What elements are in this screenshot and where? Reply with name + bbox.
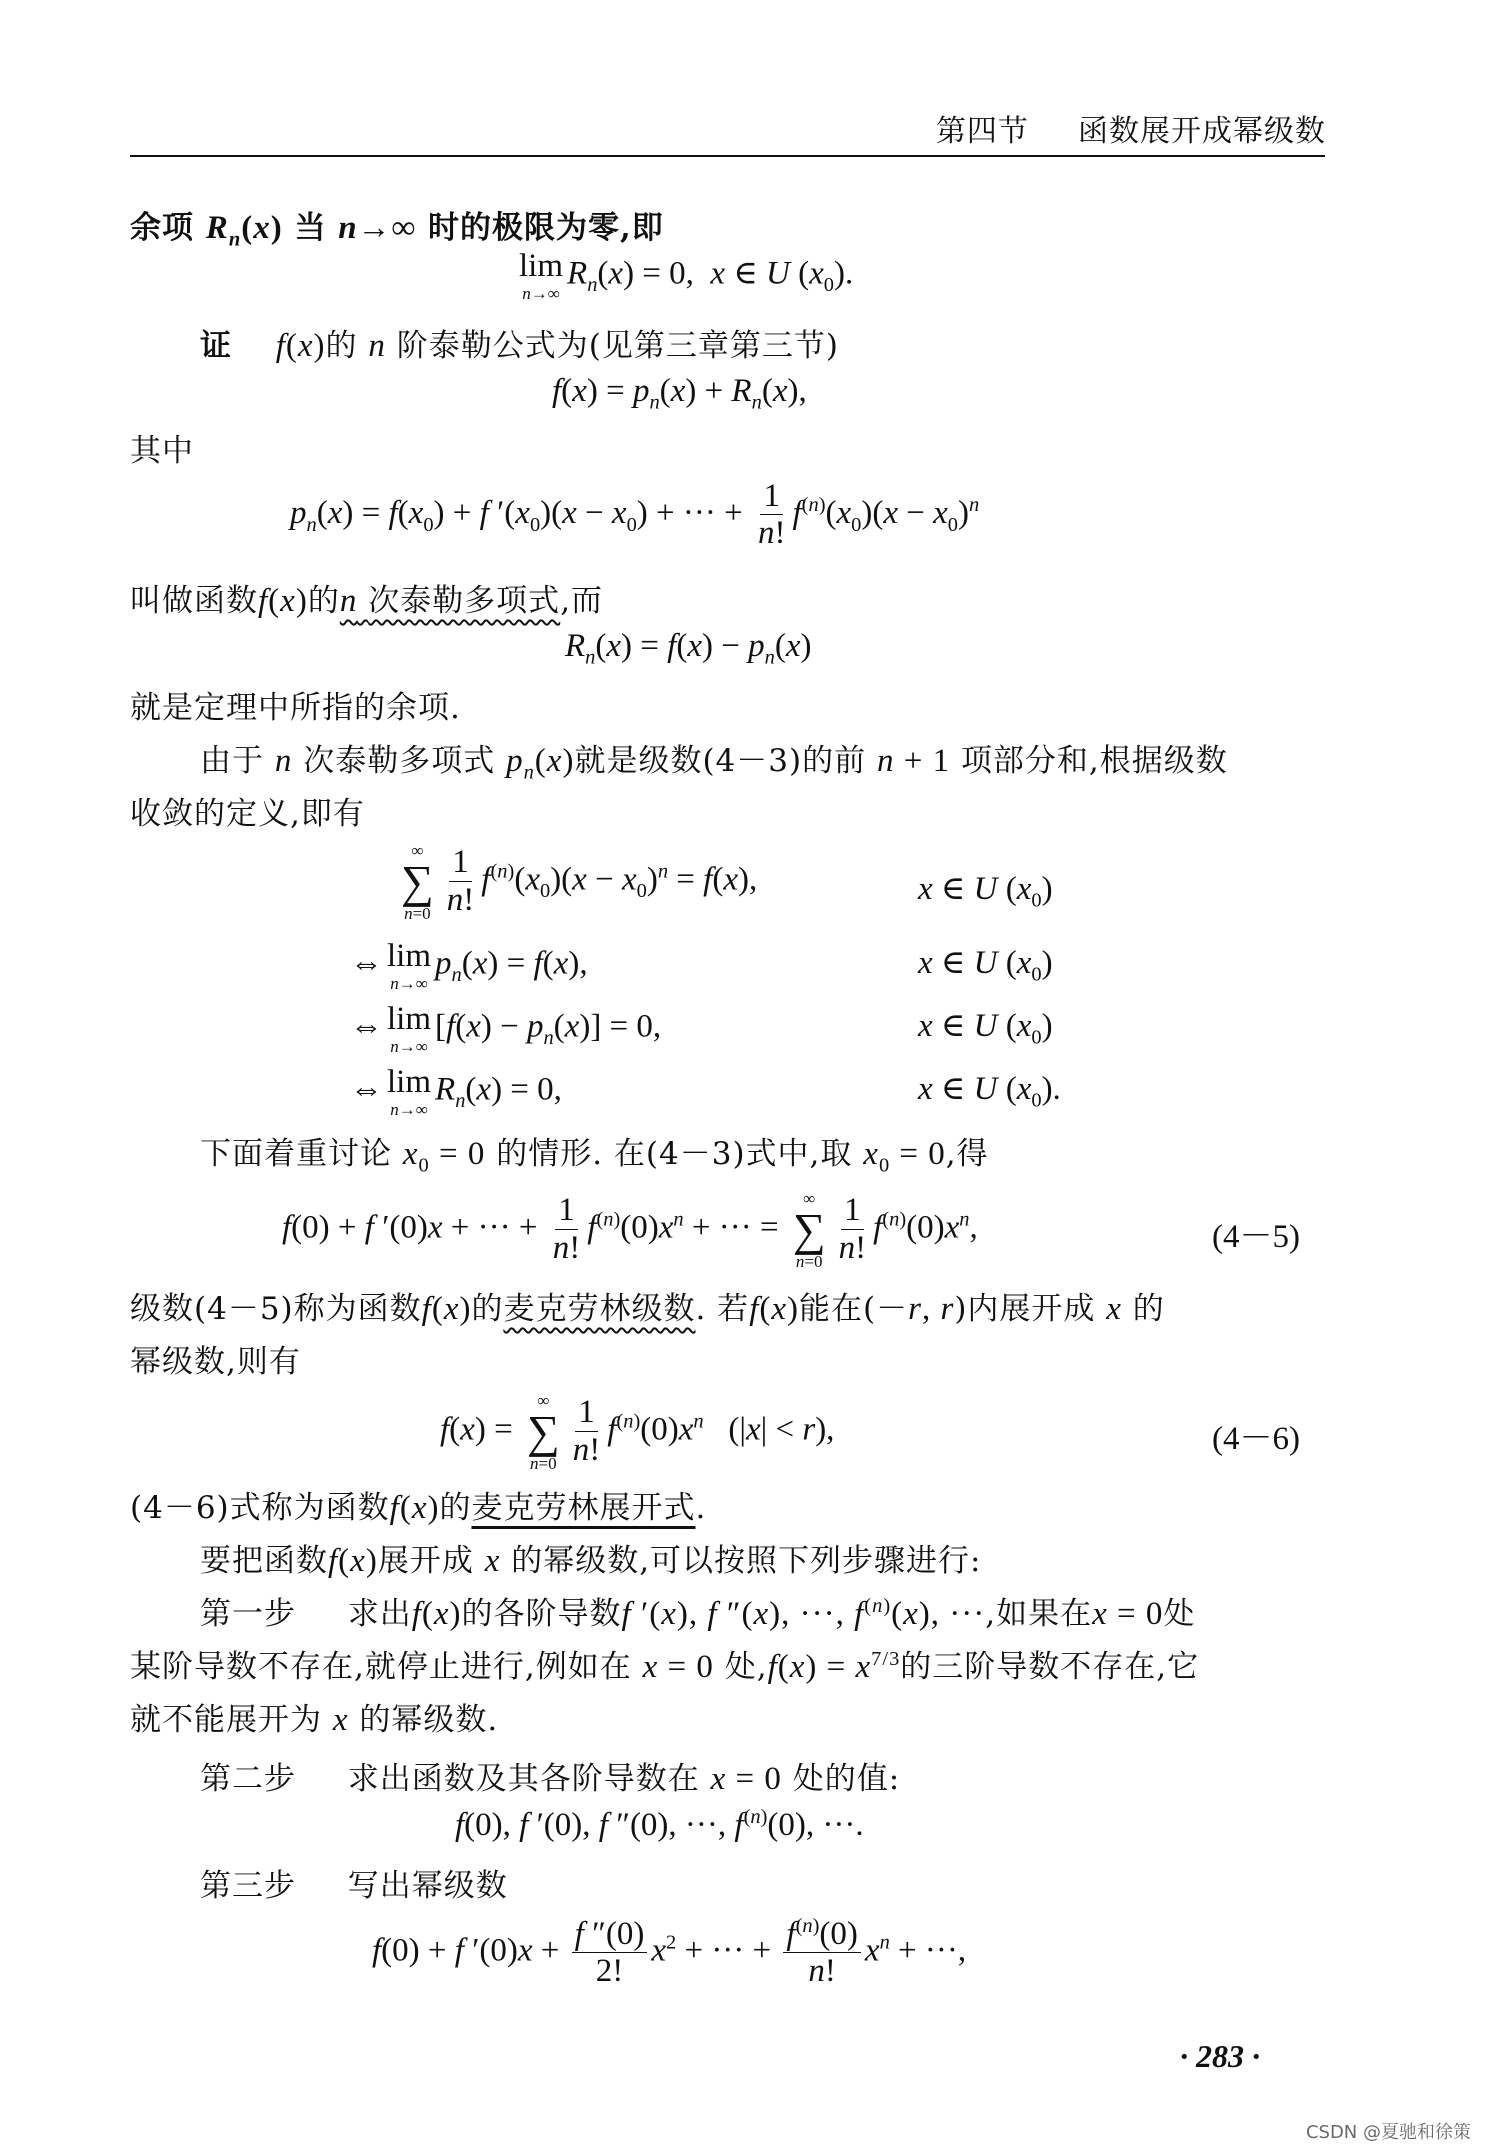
equation-label-4-5: (4－5) bbox=[1212, 1219, 1300, 1255]
shoulian: 收敛的定义,即有 bbox=[130, 796, 365, 832]
step-2: 第二步 求出函数及其各阶导数在 x = 0 处的值: bbox=[200, 1761, 901, 1797]
term-maclaurin-expansion: 麦克劳林展开式 bbox=[471, 1490, 696, 1526]
equation-derivatives-at-zero: f(0), f ′(0), f ″(0), ···, $f^{(n)}(0)$, ···. bbox=[455, 1806, 864, 1843]
equation-maclaurin-expansion: f(x) = ∞ ∑ n=0 $\frac{1}{n!}$ $f^{(n)}(0)x^n$ (|x| < r), bbox=[440, 1391, 835, 1473]
equation-power-series: f(0) + f ′(0)x + $\frac{f ''(0)}{2!}$ $x^2$ + ··· + $\frac{f^{(n)}(0)}{n!}$ $x^n$ + ···, bbox=[372, 1915, 967, 1990]
mijishu: 幂级数,则有 bbox=[130, 1344, 301, 1380]
qizhong: 其中 bbox=[130, 433, 194, 469]
equation-taylor-polynomial: $p_n(x) = f(x_0) + f$ $'(x_0)(x - x_0)$ + ··· + $\frac{1}{n!}$ $f^{(n)}(x_0)(x - x_0)^n$ bbox=[290, 478, 980, 552]
paragraph-x0-zero: 下面着重讨论 $x_0 = 0$ 的情形. 在(4－3)式中,取 $x_0 = 0$,得 bbox=[200, 1136, 989, 1177]
paragraph-steps-intro: 要把函数f(x)展开成 x 的幂级数,可以按照下列步骤进行: bbox=[200, 1543, 982, 1579]
domain-3: x ∈ U $(x_0)$ bbox=[918, 1008, 1053, 1049]
proof-line: 证 f(x)的 n 阶泰勒公式为(见第三章第三节) bbox=[200, 328, 839, 364]
term-taylor-polynomial: 次泰勒多项式 bbox=[368, 583, 561, 619]
step-1: 第一步 求出f(x)的各阶导数f ′(x), f ″(x), ···, $f^{(n)}(x)$, ···,如果在x = 0处 bbox=[200, 1595, 1196, 1632]
paragraph-maclaurin-series: 级数(4－5)称为函数f(x)的麦克劳林级数. 若f(x)能在(－r, r)内展开成 x 的 bbox=[130, 1291, 1165, 1327]
equation-equiv-1: ⇔ lim n→∞ $p_n(x) = f(x)$, bbox=[350, 938, 588, 993]
equation-maclaurin-series: f(0) + f ′(0)x + ··· + $\frac{1}{n!}$ $f^{(n)}(0)x^n$ + ··· = ∞ ∑ n=0 $\frac{1}{n!}$ $f^{(n)}(0)x^n$, bbox=[282, 1189, 978, 1271]
step-1-line-3: 就不能展开为 x 的幂级数. bbox=[130, 1702, 499, 1738]
term-maclaurin-series: 麦克劳林级数 bbox=[503, 1291, 696, 1327]
equation-equiv-3: ⇔ lim n→∞ $R_n(x) = 0$, bbox=[350, 1064, 562, 1119]
equation-label-4-6: (4－6) bbox=[1212, 1421, 1300, 1457]
remainder-statement: 余项 $R_n(x)$ 当 n→∞ 时的极限为零,即 bbox=[130, 210, 664, 251]
watermark: CSDN @夏驰和徐策 bbox=[1305, 2122, 1471, 2143]
proof-label: 证 bbox=[200, 328, 232, 364]
header-title: 函数展开成幂级数 bbox=[1078, 114, 1326, 149]
equation-remainder-def: $R_n(x) = f(x) - p_n(x)$ bbox=[565, 628, 812, 669]
equation-series-equals: ∞ ∑ n=0 $\frac{1}{n!}$ $f^{(n)}(x_0)(x - x_0)^n = f(x)$, bbox=[401, 841, 758, 923]
page-number: · 283 · bbox=[1180, 2038, 1260, 2074]
running-header bbox=[936, 106, 1326, 150]
step-3: 第三步 写出幂级数 bbox=[200, 1868, 508, 1904]
header-rule bbox=[130, 155, 1325, 157]
taylor-polynomial-definition: 叫做函数f(x)的n 次泰勒多项式,而 bbox=[130, 583, 604, 619]
equation-equiv-2: ⇔ lim n→∞ $[f(x) - p_n(x)] = 0$, bbox=[350, 1001, 662, 1056]
header-section: 第四节 bbox=[935, 114, 1029, 149]
equation-limit-remainder: lim n→∞ $R_n(x) = 0$, x ∈ U $(x_0)$. bbox=[519, 248, 854, 303]
paragraph-since: 由于 n 次泰勒多项式 $p_n(x)$就是级数(4－3)的前 n + 1 项部分和,根据级数 bbox=[200, 743, 1228, 784]
jiushi: 就是定理中所指的余项. bbox=[130, 690, 461, 726]
domain-4: x ∈ U $(x_0)$. bbox=[918, 1071, 1061, 1112]
equation-taylor-formula: $f(x) = p_n(x) + R_n(x)$, bbox=[552, 373, 807, 414]
step-1-line-2: 某阶导数不存在,就停止进行,例如在 x = 0 处$,f(x) = x^{7/3}$的三阶导数不存在,它 bbox=[130, 1648, 1200, 1685]
domain-1: x ∈ U $(x_0)$ bbox=[918, 871, 1053, 912]
domain-2: x ∈ U $(x_0)$ bbox=[918, 945, 1053, 986]
paragraph-maclaurin-expansion: (4－6)式称为函数f(x)的麦克劳林展开式. bbox=[130, 1490, 707, 1526]
